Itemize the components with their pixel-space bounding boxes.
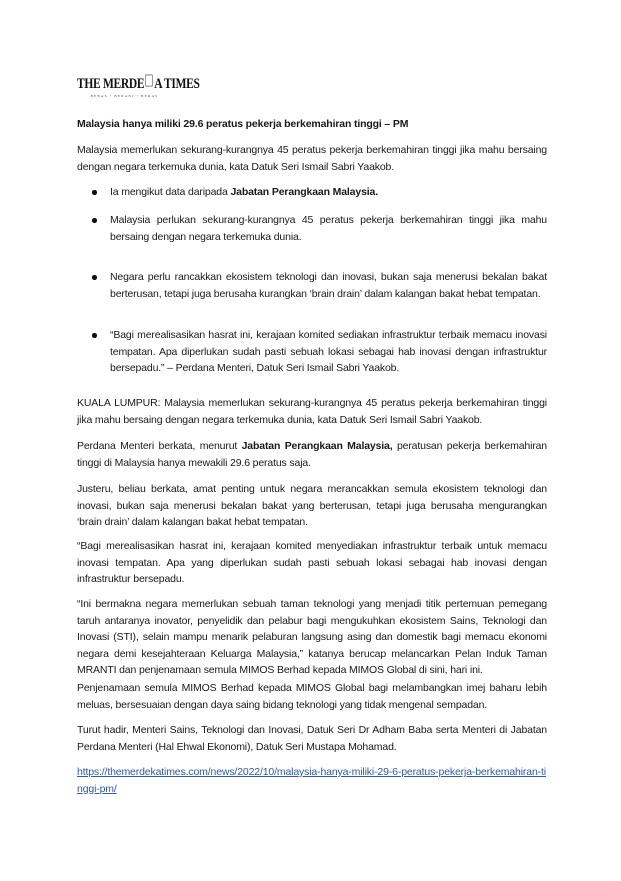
flag-icon bbox=[145, 74, 153, 87]
article-paragraph: “Bagi merealisasikan hasrat ini, kerajaan komited menyediakan infrastruktur terbaik untuk memacu inovasi tempatan. Apa yang diperlukan sudah pasti sebuah lokasi sebagai hab inovasi dengan infrastruktur bersepadu. bbox=[77, 540, 547, 585]
article-paragraph: Justeru, beliau berkata, amat penting untuk negara merancakkan semula ekosistem teknologi dan inovasi, bukan saja menerusi bekalan bakat yang berterusan, tetapi juga berusaha mengurangkan ‘brain drain’ dalam kalangan bakat hebat tempatan. bbox=[77, 483, 547, 528]
article-paragraph: KUALA LUMPUR: Malaysia memerlukan sekurang-kurangnya 45 peratus pekerja berkemahiran tinggi jika mahu bersaing dengan negara terkemuka dunia, kata Datuk Seri Ismail Sabri Yaakob. bbox=[77, 397, 547, 426]
logo-name-left: THE MERDE bbox=[77, 76, 145, 92]
logo-tagline: BEBAS • BERANI • BERAS bbox=[90, 94, 159, 98]
bullet-icon bbox=[92, 333, 97, 338]
logo-name-right: A TIMES bbox=[154, 76, 200, 92]
article-title: Malaysia hanya miliki 29.6 peratus pekerja berkemahiran tinggi – PM bbox=[77, 118, 409, 130]
bullet-text: “Bagi merealisasikan hasrat ini, kerajaan komited sediakan infrastruktur terbaik memacu inovasi tempatan. Apa diperlukan sudah pasti sebuah lokasi sebagai hab inovasi dengan infrastruktur bersepadu.” – Perdana Menteri, Datuk Seri Ismail Sabri Yaakob. bbox=[110, 329, 547, 374]
publication-logo bbox=[77, 74, 200, 98]
bullet-icon bbox=[92, 190, 97, 195]
bullet-text: Negara perlu rancakkan ekosistem teknologi dan inovasi, bukan saja menerusi bekalan bakat berterusan, tetapi juga berusaha kurangkan ‘brain drain’ dalam kalangan bakat hebat tempatan. bbox=[110, 271, 547, 300]
bullet-bold-text: Jabatan Perangkaan Malaysia. bbox=[230, 186, 378, 198]
article-paragraph: Penjenamaan semula MIMOS Berhad kepada MIMOS Global bagi melambangkan imej baharu lebih meluas, bersesuaian dengan daya saing bidang teknologi yang tidak mengenal sempadan. bbox=[77, 682, 547, 711]
bullet-item bbox=[92, 327, 547, 377]
paragraph-bold-text: Jabatan Perangkaan Malaysia, bbox=[241, 440, 393, 452]
bullet-item bbox=[92, 212, 547, 245]
logo-wordmark bbox=[77, 74, 200, 92]
bullet-text: Ia mengikut data daripada Jabatan Perangkaan Malaysia. bbox=[110, 186, 378, 198]
article-paragraph: “Ini bermakna negara memerlukan sebuah taman teknologi yang menjadi titik pertemuan pemegang taruh antaranya inovator, penyelidik dan pelabur bagi mengukuhkan ekosistem Sains, Teknologi dan Inovasi (STI), selain mampu menarik pelaburan langsung asing dan domestik bagi memacu ekonomi negara demi kesejahteraan Keluarga Malaysia,” katanya berucap melancarkan Pelan Induk Taman MRANTI dan penjenamaan semula MIMOS Berhad kepada MIMOS Global di sini, hari ini. bbox=[77, 598, 547, 676]
bullet-item bbox=[92, 269, 547, 302]
bullet-item bbox=[92, 184, 547, 201]
bullet-text: Malaysia perlukan sekurang-kurangnya 45 peratus pekerja berkemahiran tinggi jika mahu bersaing dengan negara terkemuka dunia. bbox=[110, 214, 547, 243]
article-paragraph: Perdana Menteri berkata, menurut Jabatan Perangkaan Malaysia, peratusan pekerja berkemahiran tinggi di Malaysia hanya mewakili 29.6 peratus saja. bbox=[77, 440, 547, 469]
article-lead: Malaysia memerlukan sekurang-kurangnya 45 peratus pekerja berkemahiran tinggi jika mahu bersaing dengan negara terkemuka dunia, kata Datuk Seri Ismail Sabri Yaakob. bbox=[77, 144, 547, 173]
bullet-icon bbox=[92, 218, 97, 223]
article-paragraph: Turut hadir, Menteri Sains, Teknologi dan Inovasi, Datuk Seri Dr Adham Baba serta Menteri di Jabatan Perdana Menteri (Hal Ehwal Ekonomi), Datuk Seri Mustapa Mohamad. bbox=[77, 724, 547, 753]
source-link[interactable]: https://themerdekatimes.com/news/2022/10/malaysia-hanya-miliki-29-6-peratus-pekerja-berkemahiran-tinggi-pm/ bbox=[77, 766, 546, 795]
bullet-icon bbox=[92, 275, 97, 280]
